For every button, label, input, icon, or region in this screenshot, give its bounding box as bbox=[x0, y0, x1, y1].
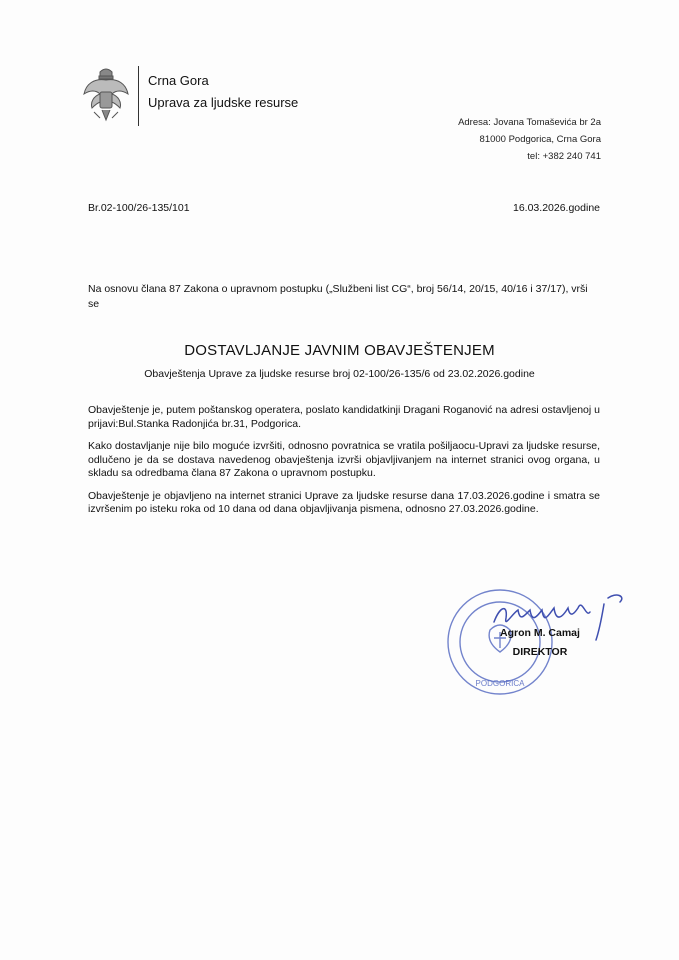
document-title: DOSTAVLJANJE JAVNIM OBAVJEŠTENJEM bbox=[184, 342, 495, 359]
signer-block bbox=[500, 624, 580, 662]
reference-row bbox=[88, 202, 600, 214]
coat-of-arms-icon bbox=[80, 64, 132, 126]
paragraph: Kako dostavljanje nije bilo moguće izvršiti, odnosno povratnica se vratila pošiljaocu-Upravi za ljudske resurse, odlučeno je da se dostava navedenog obavještenja izvrši objavljivanjem na internet stranici ovog organa, u skladu sa odredbama člana 87 Zakona o upravnom postupku. bbox=[88, 440, 600, 479]
header-divider bbox=[138, 66, 139, 126]
document-subtitle: Obavještenja Uprave za ljudske resurse broj 02-100/26-135/6 od 23.02.2026.godine bbox=[144, 368, 535, 380]
phone-line: tel: +382 240 741 bbox=[527, 151, 601, 162]
signer-name: Agron M. Camaj bbox=[500, 627, 580, 639]
city-line: 81000 Podgorica, Crna Gora bbox=[479, 134, 601, 145]
signer-role: DIREKTOR bbox=[512, 646, 568, 658]
intro-text: Na osnovu člana 87 Zakona o upravnom postupku („Službeni list CG“, broj 56/14, 20/15, 40/16 i 37/17), vrši se bbox=[88, 283, 588, 310]
paragraph: Obavještenje je objavljeno na internet stranici Uprave za ljudske resurse dana 17.03.2026.godine i smatra se izvršenim po isteku roka od 10 dana od dana objavljivanja pismena, odnosno 27.03.2026.godine. bbox=[88, 489, 600, 515]
body-text bbox=[88, 404, 600, 526]
reference-number: Br.02-100/26-135/101 bbox=[88, 202, 190, 214]
address-block bbox=[458, 114, 601, 165]
institution-name: Uprava za ljudske resurse bbox=[148, 95, 299, 110]
document-date: 16.03.2026.godine bbox=[513, 202, 600, 214]
institution-block bbox=[148, 70, 298, 114]
paragraph: Obavještenje je, putem poštanskog operatera, poslato kandidatkinji Dragani Roganović na adresi ostavljenoj u prijavi:Bul.Stanka Radonjića br.31, Podgorica. bbox=[88, 404, 600, 430]
stamp-city-text: PODGORICA bbox=[475, 679, 525, 688]
address-line: Adresa: Jovana Tomaševića br 2a bbox=[458, 117, 601, 128]
country-name: Crna Gora bbox=[148, 73, 209, 88]
